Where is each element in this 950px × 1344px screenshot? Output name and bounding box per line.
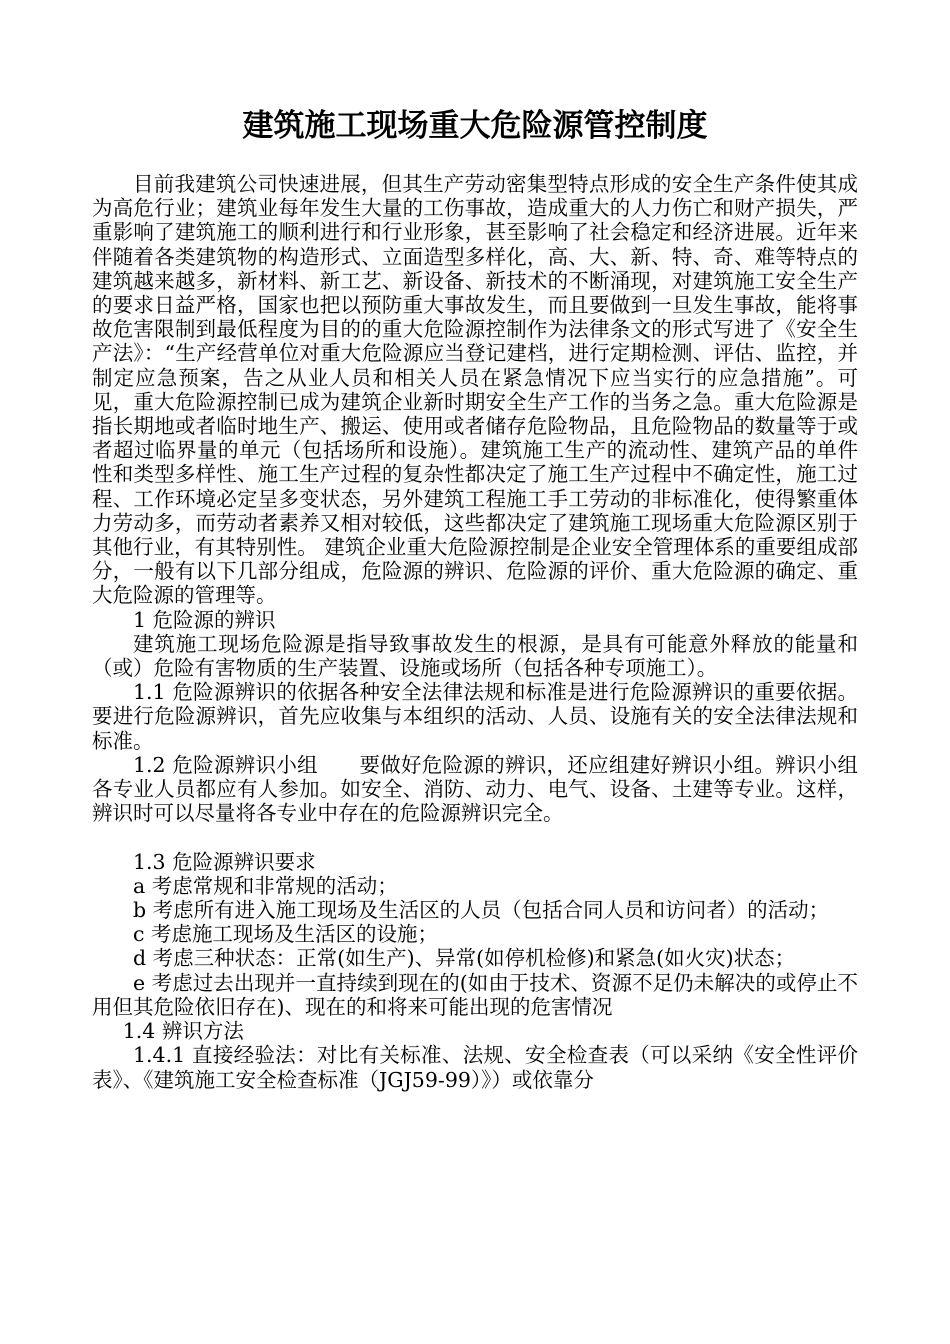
list-item-c: c 考虑施工现场及生活区的设施； xyxy=(133,922,438,947)
list-item-d: d 考虑三种状态：正常(如生产)、异常(如停机检修)和紧急(如火灾)状态； xyxy=(133,946,796,971)
document-title: 建筑施工现场重大危险源管控制度 xyxy=(242,108,708,144)
heading-1-4: 1.4 辨识方法 xyxy=(122,1019,244,1044)
blank-line xyxy=(92,825,858,849)
paragraph-definition: 建筑施工现场危险源是指导致事故发生的根源，是具有可能意外释放的能量和（或）危险有害物质的生产装置、设施或场所（包括各种专项施工）。 xyxy=(92,631,858,681)
paragraph-intro: 目前我建筑公司快速进展，但其生产劳动密集型特点形成的安全生产条件使其成为高危行业；建筑业每年发生大量的工伤事故，造成重大的人力伤亡和财产损失，严重影响了建筑施工的顺利进行和行业形象，甚至影响了社会稳定和经济进展。近年来伴随着各类建筑物的构造形式、立面造型多样化，高、大、新、特、奇、难等特点的建筑越来越多，新材料、新工艺、新设备、新技术的不断涌现，对建筑施工安全生产的要求日益严格，国家也把以预防重大事故发生，而且要做到一旦发生事故，能将事故危害限制到最低程度为目的的重大危险源控制作为法律条文的形式写进了《安全生产法》：“生产经营单位对重大危险源应当登记建档，进行定期检测、评估、监控，并制定应急预案，告之从业人员和相关人员在紧急情况下应当实行的应急措施”。可见，重大危险源控制已成为建筑企业新时期安全生产工作的当务之急。重大危险源是指长期地或者临时地生产、搬运、使用或者储存危险物品，且危险物品的数量等于或者超过临界量的单元（包括场所和设施）。建筑施工生产的流动性、建筑产品的单件性和类型多样性、施工生产过程的复杂性都决定了施工生产过程中不确定性，施工过程、工作环境必定呈多变状态，另外建筑工程施工手工劳动的非标准化，使得繁重体力劳动多，而劳动者素养又相对较低，这些都决定了建筑施工现场重大危险源区别于其他行业，有其特别性。 建筑企业重大危险源控制是企业安全管理体系的重要组成部分，一般有以下几部分组成，危险源的辨识、危险源的评价、重大危险源的确定、重大危险源的管理等。 xyxy=(92,172,858,608)
paragraph-1-2: 1.2 危险源辨识小组 要做好危险源的辨识，还应组建好辨识小组。辨识小组各专业人员都应有人参加。如安全、消防、动力、电气、设备、土建等专业。这样，辨识时可以尽量将各专业中存在的危险源辨识完全。 xyxy=(92,752,858,826)
list-item-a: a 考虑常规和非常规的活动； xyxy=(133,873,398,898)
paragraph-1-1: 1.1 危险源辨识的依据各种安全法律法规和标准是进行危险源辨识的重要依据。要进行危险源辨识，首先应收集与本组织的活动、人员、设施有关的安全法律法规和标准。 xyxy=(92,680,858,753)
list-item-e: e 考虑过去出现并一直持续到现在的(如由于技术、资源不足仍未解决的或停止不用但其危险依旧存在)、现在的和将来可能出现的危害情况 xyxy=(92,970,858,1019)
heading-1-3: 1.3 危险源辨识要求 xyxy=(133,849,316,874)
heading-1: 1 危险源的辨识 xyxy=(133,607,276,632)
list-item-b: b 考虑所有进入施工现场及生活区的人员（包括合同人员和访问者）的活动； xyxy=(133,898,830,923)
document-body xyxy=(92,172,858,1092)
paragraph-1-4-1: 1.4.1 直接经验法：对比有关标准、法规、安全检查表（可以采纳《安全性评价表》、《建筑施工安全检查标准（JGJ59-99）》）或依靠分 xyxy=(92,1043,858,1092)
